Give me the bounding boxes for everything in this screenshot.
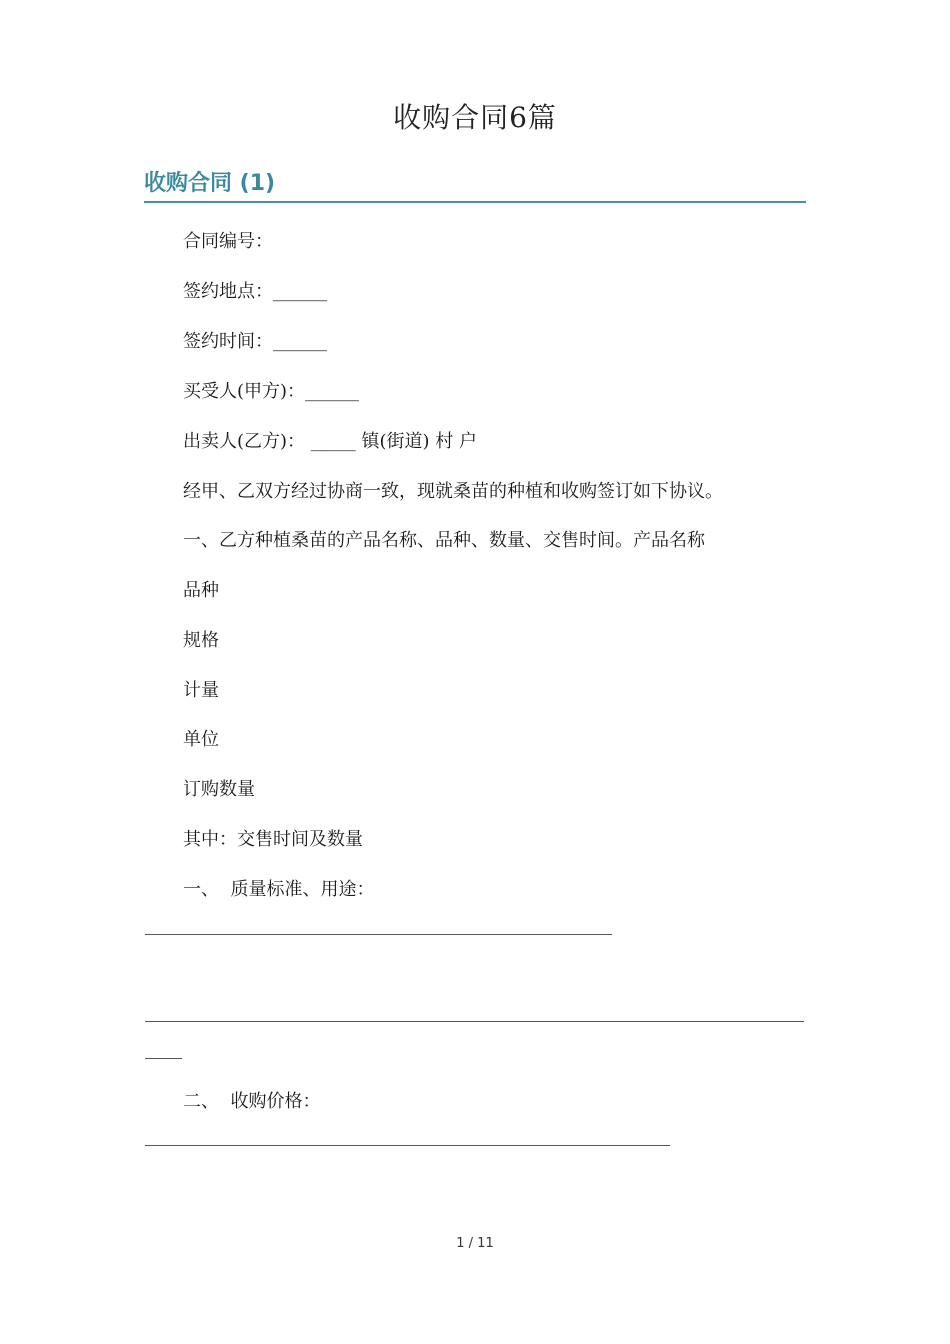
- buyer-line: 买受人(甲方)：______: [183, 381, 360, 402]
- intro-paragraph: 经甲、乙双方经过协商一致，现就桑苗的种植和收购签订如下协议。: [183, 481, 723, 502]
- quality-clause: 一、 质量标准、用途：: [183, 879, 375, 900]
- document-title: 收购合同6篇: [393, 101, 557, 134]
- contract-number-line: 合同编号：: [183, 231, 273, 252]
- fill-in-rule: [145, 1021, 804, 1022]
- section-heading: 收购合同 (1): [144, 166, 806, 203]
- fill-in-rule: [145, 1145, 670, 1146]
- clause-1: 一、乙方种植桑苗的产品名称、品种、数量、交售时间。产品名称: [183, 530, 705, 551]
- measure-label: 计量: [183, 680, 219, 701]
- spec-label: 规格: [183, 630, 219, 651]
- order-quantity-label: 订购数量: [183, 779, 255, 800]
- sign-place-line: 签约地点：______: [183, 281, 327, 302]
- page-number: 1 / 11: [456, 1236, 494, 1251]
- price-clause: 二、 收购价格：: [183, 1091, 321, 1112]
- fill-in-rule: [145, 1058, 182, 1059]
- fill-in-rule: [145, 934, 612, 935]
- variety-label: 品种: [183, 580, 219, 601]
- unit-label: 单位: [183, 729, 219, 750]
- seller-line: 出卖人(乙方)： _____ 镇(街道) 村 户: [183, 431, 477, 452]
- delivery-line: 其中：交售时间及数量: [183, 829, 363, 850]
- sign-time-line: 签约时间：______: [183, 331, 327, 352]
